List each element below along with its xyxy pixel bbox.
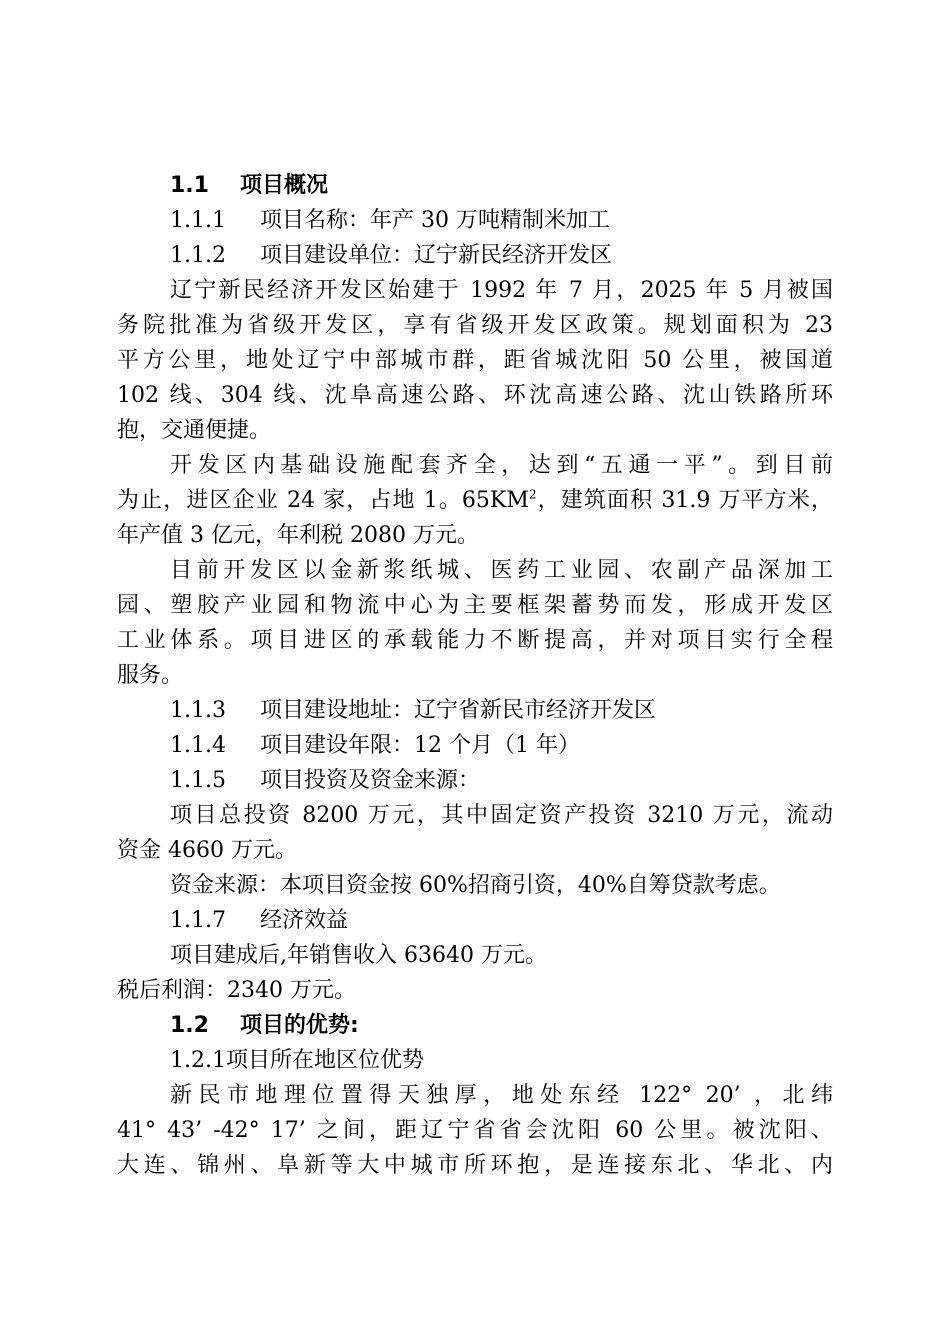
item-1-1-4	[170, 728, 833, 764]
item-1-1-7	[170, 903, 833, 939]
item-number: 1.1.5	[170, 768, 226, 793]
paragraph-line: 年产值 3 亿元，年利税 2080 万元。	[117, 523, 479, 548]
paragraph-line: 资金来源：本项目资金按 60%招商引资，40%自筹贷款考虑。	[170, 873, 781, 898]
item-text: 项目投资及资金来源：	[260, 768, 481, 793]
section-number: 1.2	[170, 1013, 209, 1038]
section-title: 项目的优势:	[240, 1013, 359, 1038]
item-1-1-2	[170, 238, 833, 274]
paragraph-line: 新民市地理位置得天独厚，地处东经 122° 20’ ，北纬	[170, 1083, 833, 1108]
item-text: 项目名称：年产 30 万吨精制米加工	[260, 208, 610, 233]
paragraph-line: 务院批准为省级开发区，享有省级开发区政策。规划面积为 23	[117, 313, 833, 338]
section-title: 项目概况	[240, 173, 329, 198]
paragraph-line: 项目建成后,年销售收入 63640 万元。	[170, 943, 547, 968]
superscript: 2	[528, 487, 537, 502]
paragraph-line: 平方公里，地处辽宁中部城市群，距省城沈阳 50 公里，被国道	[117, 348, 833, 373]
item-number: 1.2.1	[170, 1048, 226, 1073]
item-text: 项目建设地址：辽宁省新民市经济开发区	[260, 698, 657, 723]
item-number: 1.1.7	[170, 908, 226, 933]
paragraph-line: 大连、锦州、阜新等大中城市所环抱，是连接东北、华北、内	[117, 1153, 833, 1178]
paragraph-line: 项目总投资 8200 万元，其中固定资产投资 3210 万元，流动	[170, 803, 833, 828]
item-1-2-1	[170, 1043, 833, 1079]
paragraph-line: 税后利润：2340 万元。	[117, 978, 356, 1003]
item-1-1-1	[170, 203, 833, 239]
text-segment: 为止，进区企业 24 家，占地 1。65KM	[117, 488, 529, 513]
paragraph-line: 目前开发区以金新浆纸城、医药工业园、农副产品深加工	[170, 558, 833, 583]
section-heading-1-2	[170, 1008, 833, 1044]
item-text: 项目所在地区位优势	[225, 1048, 424, 1073]
paragraph-line: 服务。	[117, 663, 184, 688]
item-number: 1.1.4	[170, 733, 226, 758]
paragraph-line: 资金 4660 万元。	[117, 838, 297, 863]
item-number: 1.1.2	[170, 243, 226, 268]
item-text: 经济效益	[260, 908, 349, 933]
paragraph-line: 工业体系。项目进区的承载能力不断提高，并对项目实行全程	[117, 628, 833, 653]
paragraph-line: 抱，交通便捷。	[117, 418, 272, 443]
section-number: 1.1	[170, 173, 209, 198]
item-number: 1.1.1	[170, 208, 226, 233]
paragraph-line	[117, 483, 833, 519]
paragraph-line: 辽宁新民经济开发区始建于 1992 年 7 月，2025 年 5 月被国	[170, 278, 833, 303]
paragraph-line: 41° 43’ -42° 17’ 之间，距辽宁省省会沈阳 60 公里。被沈阳、	[117, 1118, 833, 1143]
paragraph-line: 开发区内基础设施配套齐全，达到“五通一平”。到目前	[170, 453, 833, 478]
item-text: 项目建设年限：12 个月（1 年）	[260, 733, 580, 758]
item-text: 项目建设单位：辽宁新民经济开发区	[260, 243, 613, 268]
item-1-1-5	[170, 763, 833, 799]
section-heading-1-1	[170, 168, 833, 204]
paragraph-line: 园、塑胶产业园和物流中心为主要框架蓄势而发，形成开发区	[117, 593, 833, 618]
item-1-1-3	[170, 693, 833, 729]
item-number: 1.1.3	[170, 698, 226, 723]
paragraph-line: 102 线、304 线、沈阜高速公路、环沈高速公路、沈山铁路所环	[117, 383, 833, 408]
text-segment: ，建筑面积 31.9 万平方米，	[536, 488, 833, 513]
